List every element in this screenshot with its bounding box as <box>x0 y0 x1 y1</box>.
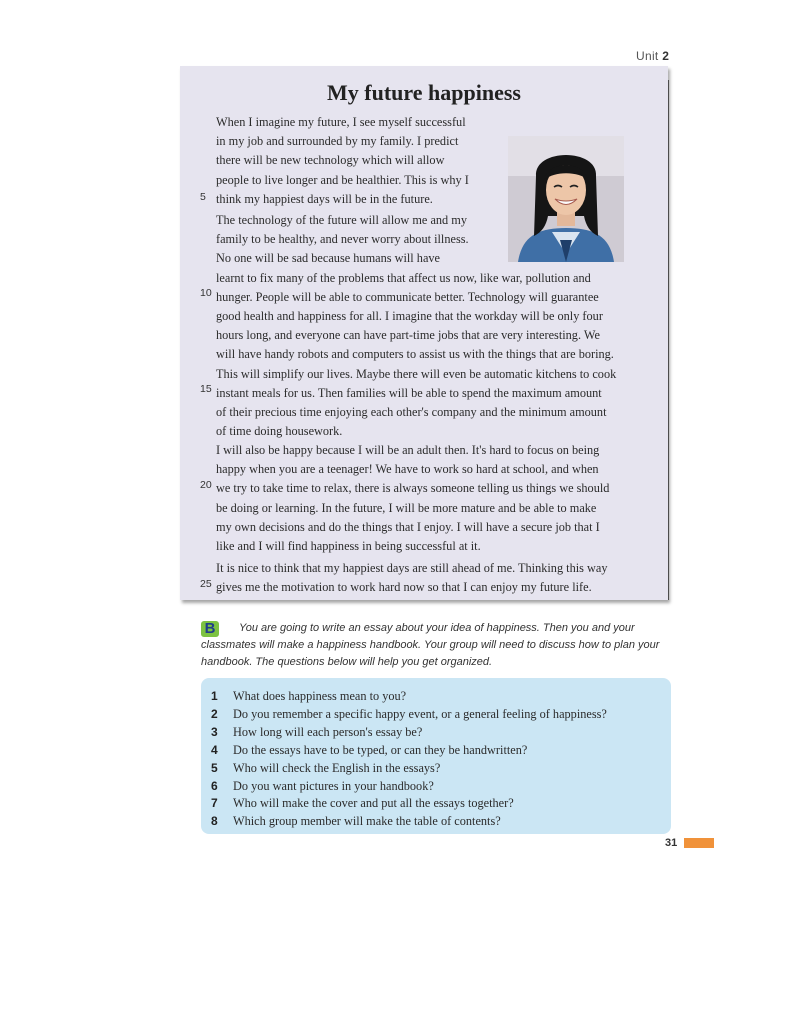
text-line: I will also be happy because I will be an adult then. It's hard to focus on being <box>216 443 600 457</box>
text-line: gives me the motivation to work hard now so that I can enjoy my future life. <box>216 580 592 595</box>
question-text: Do you remember a specific happy event, or a general feeling of happiness? <box>233 706 607 721</box>
question-item <box>211 742 607 760</box>
paragraph-1 <box>216 113 469 209</box>
question-item <box>211 813 607 831</box>
line-number: 25 <box>200 578 212 590</box>
question-number: 8 <box>211 814 218 829</box>
text-line: be doing or learning. In the future, I will be more mature and be able to make <box>216 500 597 515</box>
task-b <box>201 620 671 671</box>
text-line: This will simplify our lives. Maybe there will even be automatic kitchens to cook <box>216 366 617 381</box>
question-text: Which group member will make the table of contents? <box>233 814 501 829</box>
question-text: Do you want pictures in your handbook? <box>233 778 434 793</box>
text-line: of their precious time enjoying each other's company and the minimum amount <box>216 405 607 420</box>
paragraph-2 <box>216 211 616 441</box>
questions-box <box>201 678 671 834</box>
text-line: hunger. People will be able to communicate better. Technology will guarantee <box>216 289 599 304</box>
paragraph-4 <box>216 559 608 597</box>
unit-number: 2 <box>662 49 670 63</box>
text-line: will have handy robots and computers to assist us with the things that are boring. <box>216 347 614 362</box>
text-line: of time doing housework. <box>216 424 343 439</box>
text-line: we try to take time to relax, there is always someone telling us things we should <box>216 481 610 496</box>
question-number: 5 <box>211 760 218 775</box>
task-letter-icon: B <box>201 621 219 637</box>
text-line: good health and happiness for all. I imagine that the workday will be only four <box>216 309 603 324</box>
question-text: Who will check the English in the essays? <box>233 760 441 775</box>
page-number-accent-bar <box>684 838 714 848</box>
text-line: in my job and surrounded by my family. I predict <box>216 134 459 149</box>
task-instructions: You are going to write an essay about your idea of happiness. Then you and your classmates will make a happiness handbook. Your group will need to discuss how to plan your handbook. The questions below will help you get organized. <box>201 622 660 668</box>
page-number: 31 <box>665 837 678 849</box>
question-text: Who will make the cover and put all the essays together? <box>233 796 514 811</box>
question-number: 4 <box>211 742 218 757</box>
text-line: The technology of the future will allow me and my <box>216 213 467 227</box>
text-line: think my happiest days will be in the future. <box>216 191 433 206</box>
text-line: It is nice to think that my happiest days are still ahead of me. Thinking this way <box>216 561 608 575</box>
text-line: instant meals for us. Then families will be able to spend the maximum amount <box>216 385 602 400</box>
question-item <box>211 706 607 724</box>
text-line: family to be healthy, and never worry about illness. <box>216 232 469 247</box>
text-line: When I imagine my future, I see myself successful <box>216 115 466 129</box>
article-title: My future happiness <box>327 80 521 105</box>
line-number: 5 <box>200 191 206 203</box>
question-text: How long will each person's essay be? <box>233 724 423 739</box>
paragraph-3 <box>216 441 609 556</box>
question-number: 2 <box>211 706 218 721</box>
text-line: happy when you are a teenager! We have to work so hard at school, and when <box>216 462 599 477</box>
questions-list <box>211 688 607 831</box>
question-item <box>211 760 607 778</box>
text-line: like and I will find happiness in being successful at it. <box>216 539 481 554</box>
unit-word: Unit <box>636 49 659 63</box>
question-item <box>211 724 607 742</box>
text-line: hours long, and everyone can have part-time jobs that are very interesting. We <box>216 328 600 343</box>
question-item <box>211 795 607 813</box>
question-number: 1 <box>211 689 218 703</box>
text-line: No one will be sad because humans will have <box>216 251 441 266</box>
question-number: 3 <box>211 724 218 739</box>
question-number: 6 <box>211 778 218 793</box>
unit-label <box>636 49 669 63</box>
text-line: my own decisions and do the things that I enjoy. I will have a secure job that I <box>216 519 600 534</box>
line-number: 20 <box>200 479 212 491</box>
question-item <box>211 688 607 706</box>
line-number: 15 <box>200 383 212 395</box>
question-text: What does happiness mean to you? <box>233 689 407 703</box>
text-line: people to live longer and be healthier. This is why I <box>216 172 469 187</box>
reading-article <box>180 66 668 600</box>
text-line: there will be new technology which will allow <box>216 153 445 168</box>
question-number: 7 <box>211 796 218 811</box>
question-item <box>211 778 607 796</box>
question-text: Do the essays have to be typed, or can they be handwritten? <box>233 742 528 757</box>
text-line: learnt to fix many of the problems that affect us now, like war, pollution and <box>216 270 591 285</box>
line-number: 10 <box>200 287 212 299</box>
